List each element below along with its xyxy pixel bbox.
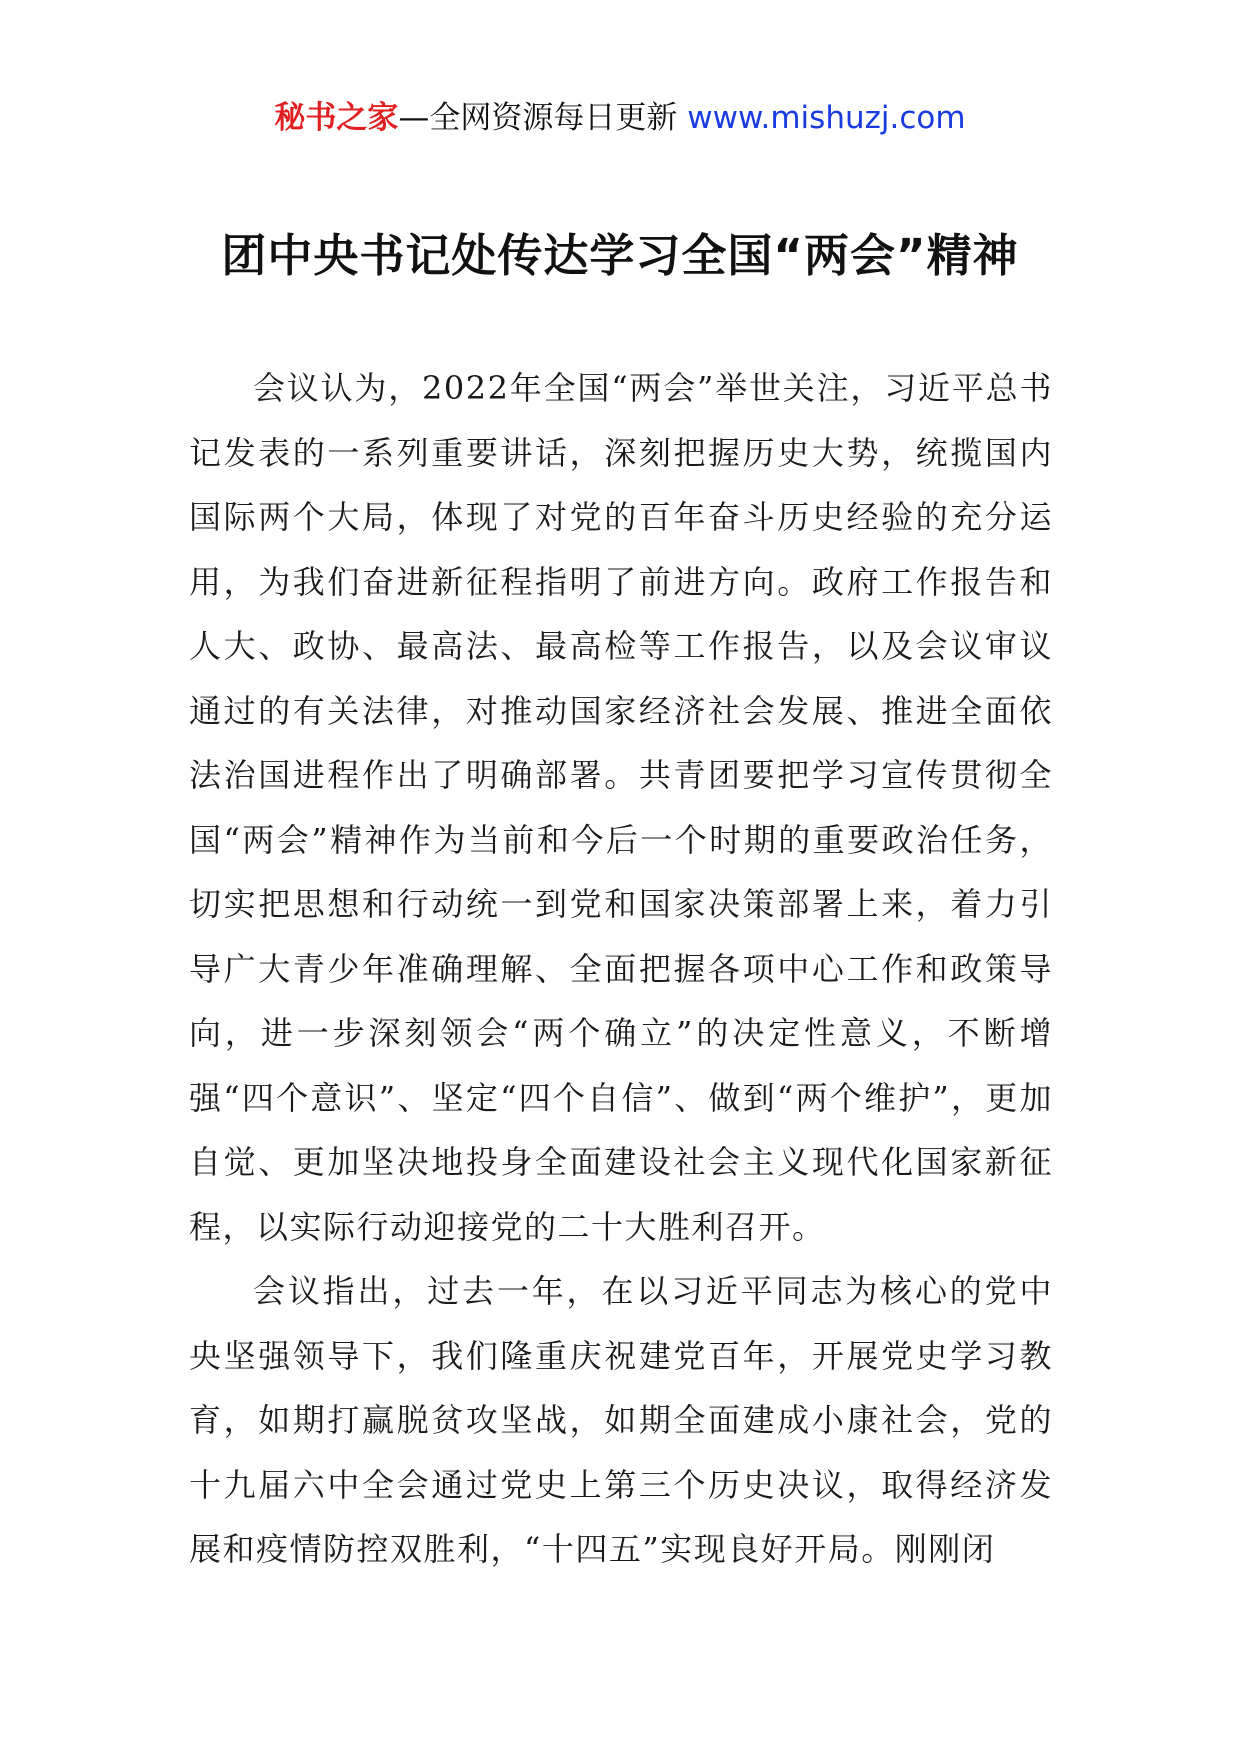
paragraph: 会议认为，2022年全国“两会”举世关注，习近平总书记发表的一系列重要讲话，深刻把握历史大势，统揽国内国际两个大局，体现了对党的百年奋斗历史经验的充分运用，为我们奋进新征程指明了前进方向。政府工作报告和人大、政协、最高法、最高检等工作报告，以及会议审议通过的有关法律，对推动国家经济社会发展、推进全面依法治国进程作出了明确部署。共青团要把学习宣传贯彻全国“两会”精神作为当前和今后一个时期的重要政治任务，切实把思想和行动统一到党和国家决策部署上来，着力引导广大青少年准确理解、全面把握各项中心工作和政策导向，进一步深刻领会“两个确立”的决定性意义，不断增强“四个意识”、坚定“四个自信”、做到“两个维护”，更加自觉、更加坚决地投身全面建设社会主义现代化国家新征程，以实际行动迎接党的二十大胜利召开。 — [189, 369, 1053, 1246]
paragraph: 会议指出，过去一年，在以习近平同志为核心的党中央坚强领导下，我们隆重庆祝建党百年，开展党史学习教育，如期打赢脱贫攻坚战，如期全面建成小康社会，党的十九届六中全会通过党史上第三个历史决议，取得经济发展和疫情防控双胜利，“十四五”实现良好开局。刚刚闭 — [189, 1272, 1053, 1568]
site-header — [0, 98, 1240, 138]
document-body — [189, 356, 1053, 1582]
site-tagline: —全网资源每日更新 — [398, 100, 678, 136]
site-brand: 秘书之家 — [274, 100, 399, 136]
document-title: 团中央书记处传达学习全国“两会”精神 — [221, 229, 1019, 282]
site-url-link[interactable]: www.mishuzj.com — [687, 100, 966, 136]
